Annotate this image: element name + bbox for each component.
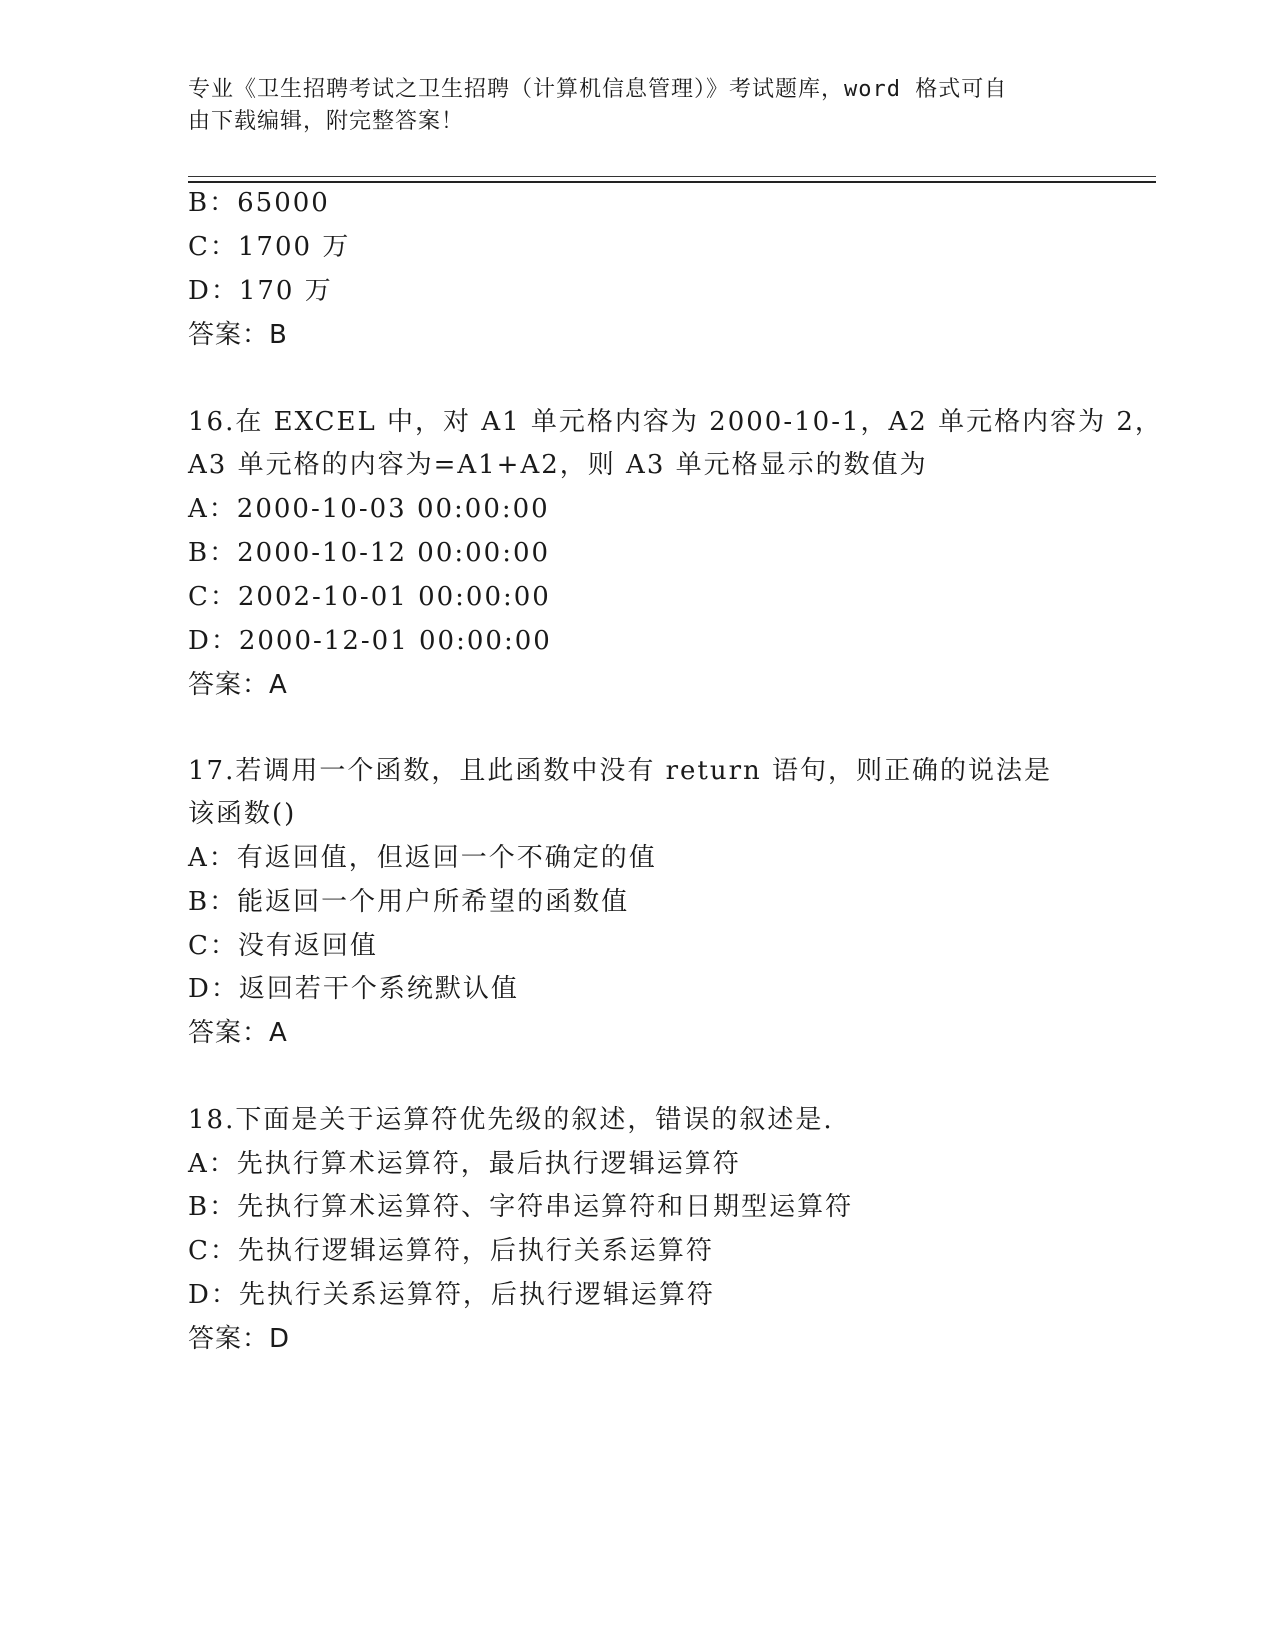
question-stem: 该函数(): [188, 799, 297, 829]
question-stem: 18.下面是关于运算符优先级的叙述，错误的叙述是.: [188, 1105, 834, 1135]
answer: 答案：A: [188, 1018, 288, 1048]
option-b: B：先执行算术运算符、字符串运算符和日期型运算符: [188, 1192, 854, 1222]
option-c: C：2002-10-01 00:00:00: [188, 582, 551, 612]
header-line-1: 专业《卫生招聘考试之卫生招聘（计算机信息管理）》考试题库，word 格式可自: [188, 77, 1008, 102]
option-d: D：先执行关系运算符，后执行逻辑运算符: [188, 1280, 715, 1310]
option-c: C：没有返回值: [188, 931, 378, 961]
document-header: [188, 74, 1068, 138]
header-rule-thin: [188, 176, 1156, 177]
option-d: D：2000-12-01 00:00:00: [188, 626, 552, 656]
option-a: A：有返回值，但返回一个不确定的值: [188, 843, 657, 873]
option-a: A：先执行算术运算符，最后执行逻辑运算符: [188, 1149, 741, 1179]
option-c: C：1700 万: [188, 232, 351, 262]
option-b: B：2000-10-12 00:00:00: [188, 538, 551, 568]
header-rule-thick: [188, 181, 1156, 183]
option-b: B：能返回一个用户所希望的函数值: [188, 887, 630, 917]
answer: 答案：D: [188, 1324, 291, 1354]
option-c: C：先执行逻辑运算符，后执行关系运算符: [188, 1236, 714, 1266]
answer: 答案：B: [188, 320, 288, 350]
question-stem: 17.若调用一个函数，且此函数中没有 return 语句，则正确的说法是: [188, 756, 1053, 786]
answer: 答案：A: [188, 670, 288, 700]
option-b: B：65000: [188, 188, 330, 218]
question-stem: 16.在 EXCEL 中，对 A1 单元格内容为 2000-10-1，A2 单元格内容为 2，: [188, 407, 1163, 437]
option-d: D：返回若干个系统默认值: [188, 974, 519, 1004]
option-d: D：170 万: [188, 276, 333, 306]
option-a: A：2000-10-03 00:00:00: [188, 494, 550, 524]
header-line-2: 由下载编辑，附完整答案！: [188, 109, 465, 134]
question-stem: A3 单元格的内容为=A1+A2，则 A3 单元格显示的数值为: [188, 450, 928, 480]
